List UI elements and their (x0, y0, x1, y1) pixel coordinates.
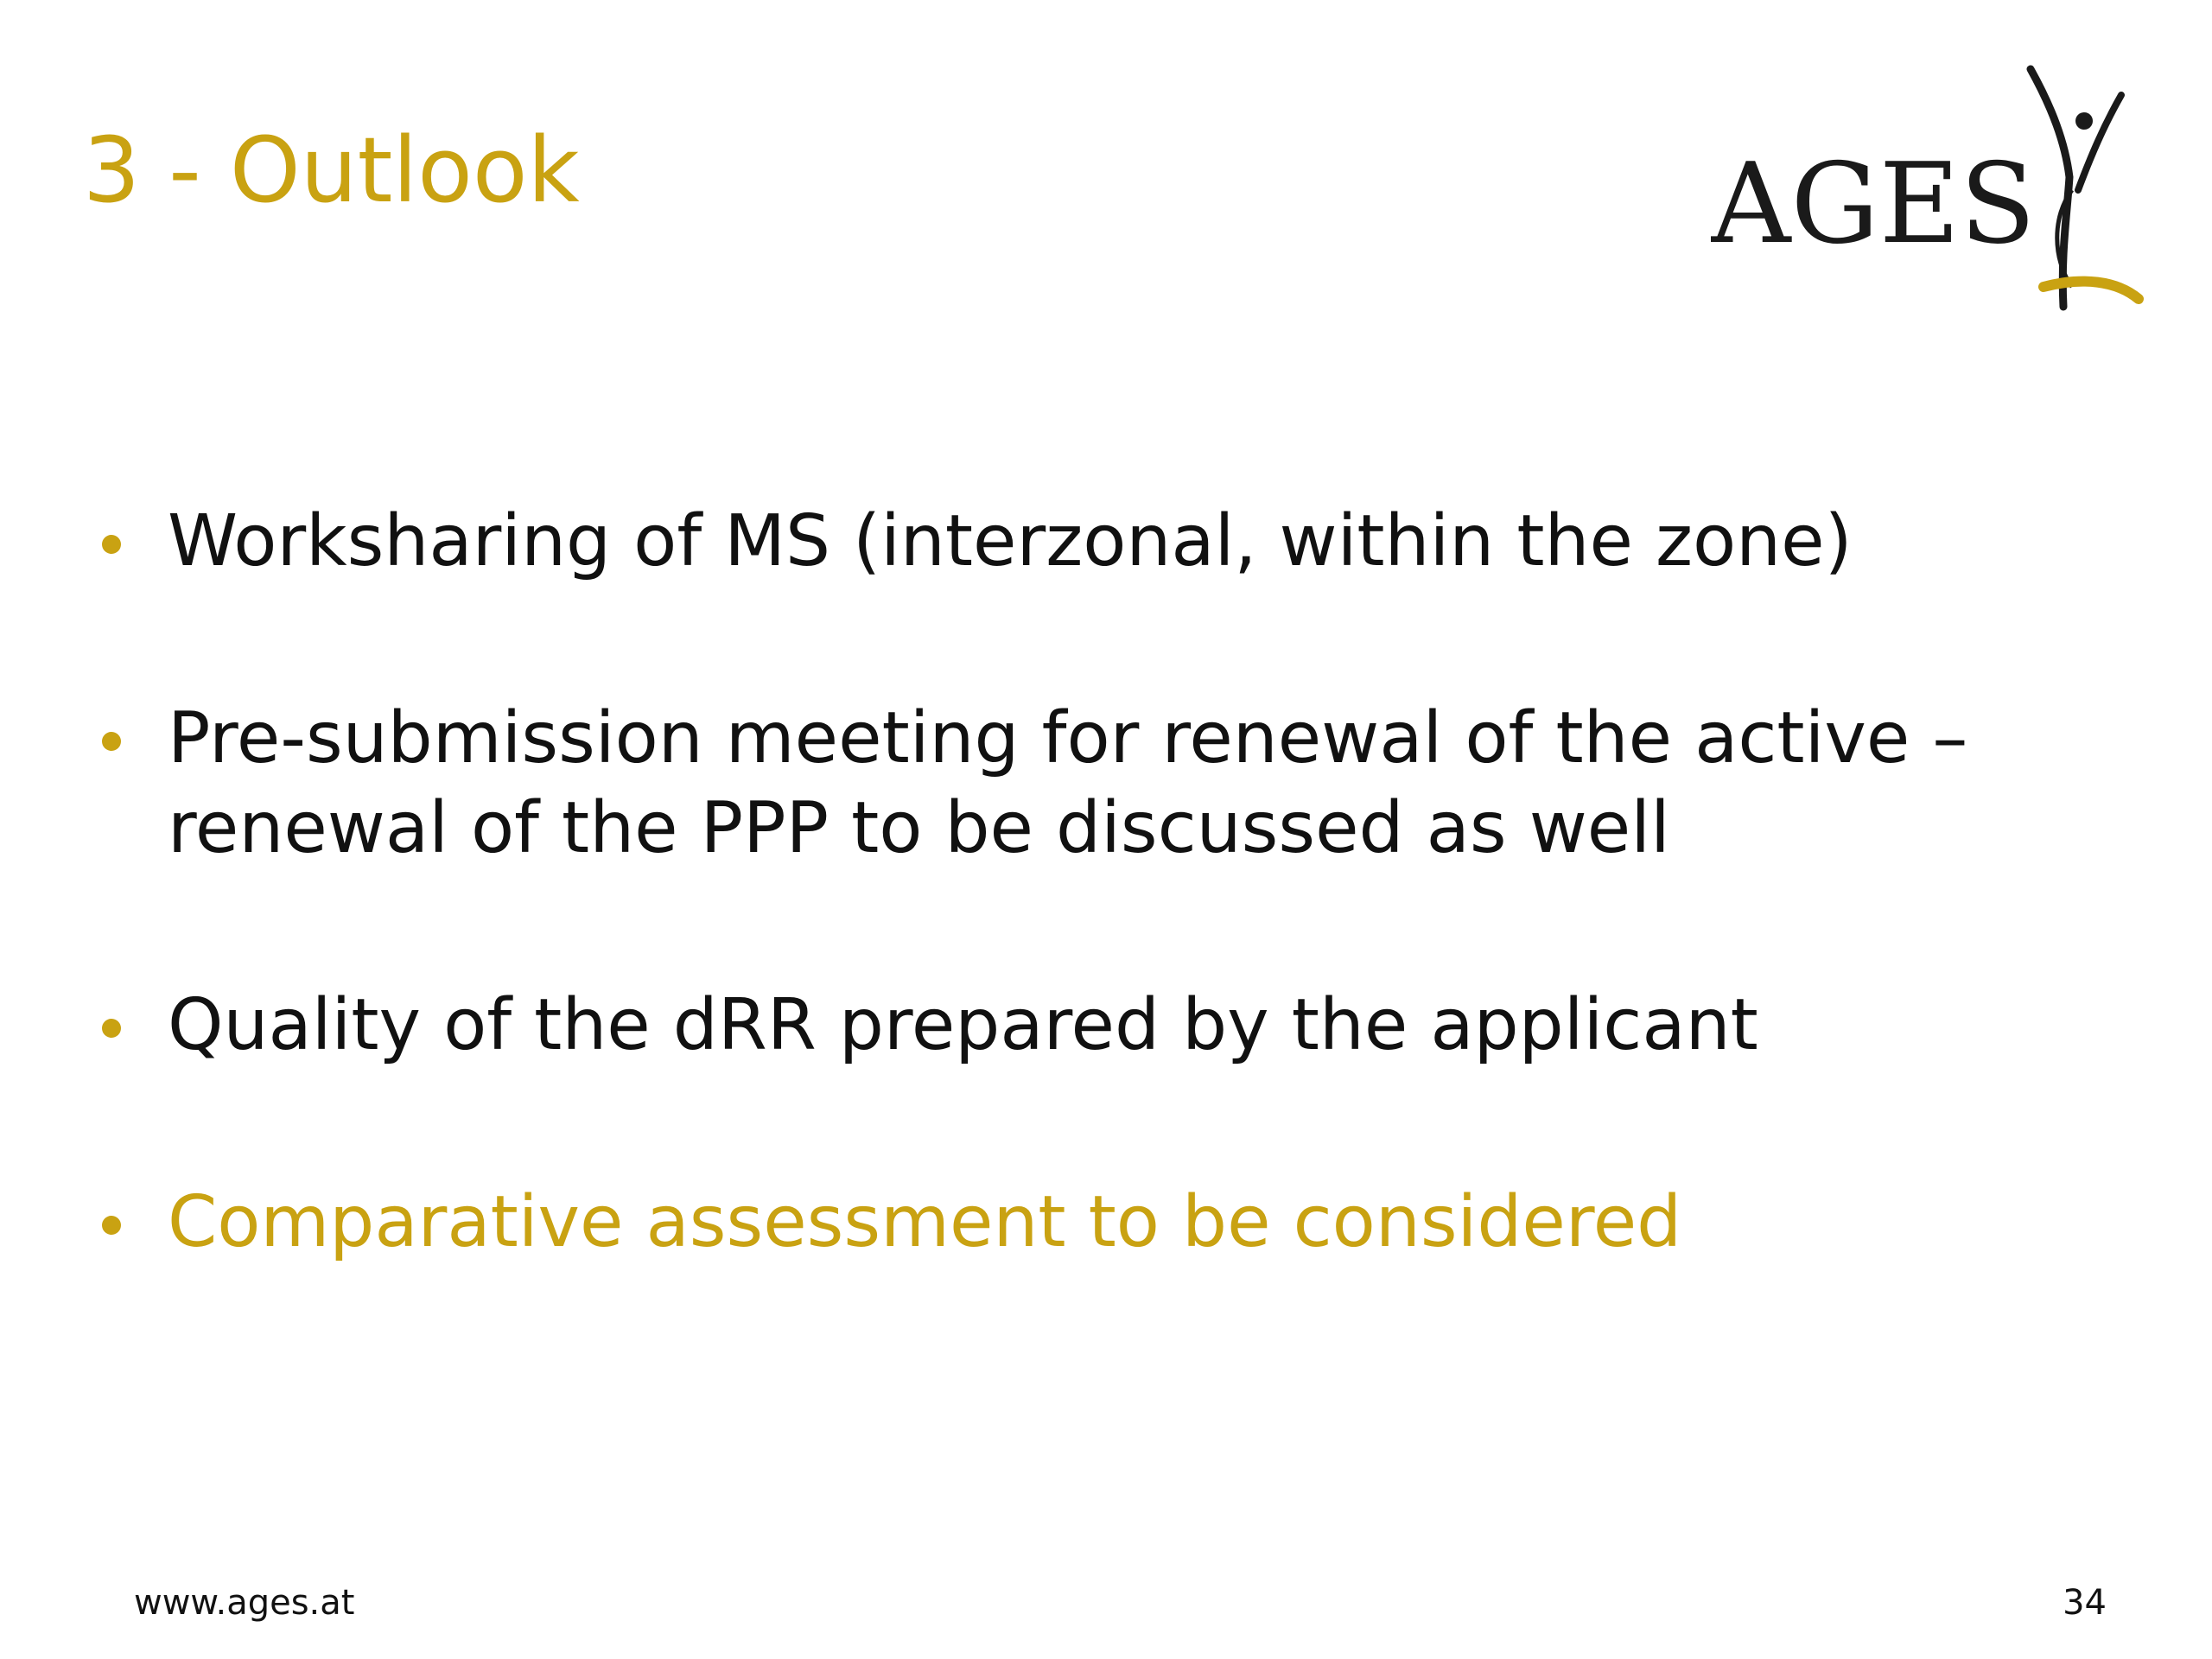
bullet-text: Comparative assessment to be considered (168, 1181, 1682, 1263)
bullet-dot-icon (102, 732, 121, 751)
footer-url[interactable]: www.ages.at (134, 1583, 355, 1623)
bullet-item-highlighted (95, 1178, 1996, 1268)
bullet-list (95, 497, 1996, 1375)
bullet-dot-icon (102, 1019, 121, 1038)
page-number: 34 (2063, 1583, 2107, 1623)
logo-text: AGES (1711, 140, 2036, 269)
bullet-dot-icon (102, 535, 121, 554)
bullet-text: Worksharing of MS (interzonal, within the zone) (168, 500, 1853, 582)
bullet-item (95, 694, 1996, 874)
slide-title: 3 - Outlook (83, 118, 580, 223)
bullet-dot-icon (102, 1216, 121, 1235)
ages-figure-logo-icon (1711, 60, 2160, 320)
bullet-text: Pre-submission meeting for renewal of the active – renewal of the PPP to be discussed as well (168, 697, 1968, 869)
bullet-item (95, 981, 1996, 1071)
ages-logo (1711, 60, 2160, 320)
bullet-item (95, 497, 1996, 587)
bullet-text: Quality of the dRR prepared by the applicant (168, 984, 1758, 1066)
